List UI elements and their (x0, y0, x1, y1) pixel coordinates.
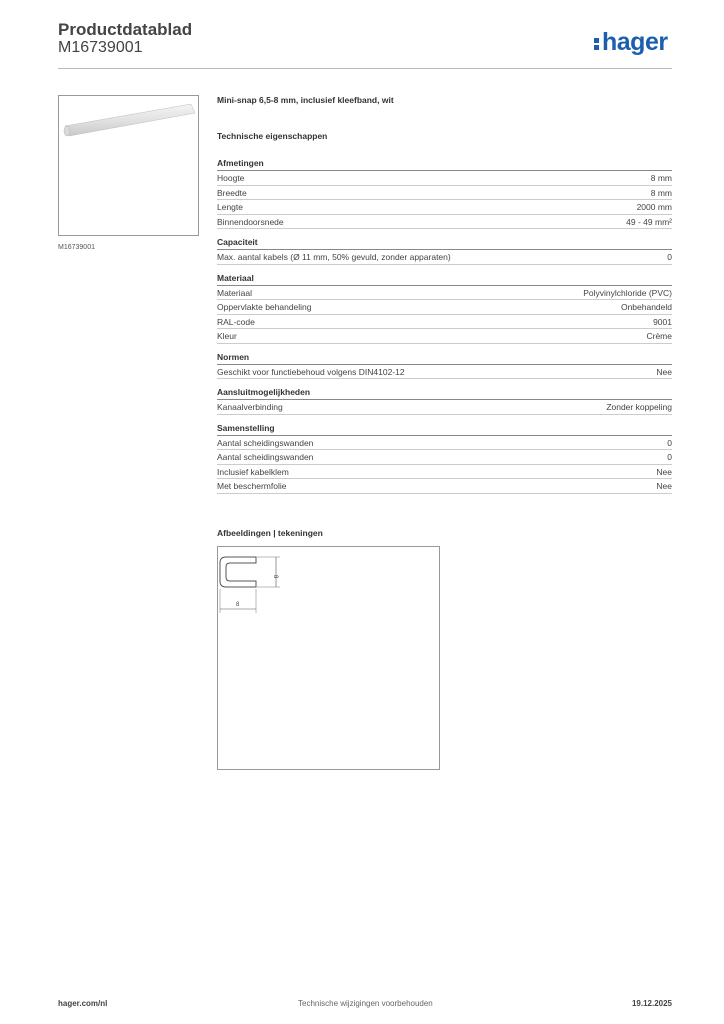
spec-value: 8 mm (650, 173, 672, 183)
spec-label: Aantal scheidingswanden (217, 437, 314, 448)
hager-logo (594, 28, 668, 57)
spec-value: Zonder koppeling (606, 402, 672, 412)
footer-date: 19.12.2025 (631, 999, 672, 1008)
spec-value: Crème (646, 331, 672, 341)
spec-label: Materiaal (217, 287, 252, 298)
spec-row (217, 465, 672, 480)
duct-profile-drawing (218, 547, 439, 769)
spec-row (217, 365, 672, 380)
spec-section (217, 352, 672, 380)
spec-row (217, 450, 672, 465)
spec-value: 9001 (653, 316, 672, 327)
section-title: Capaciteit (217, 237, 672, 250)
spec-label: Binnendoorsnede (217, 216, 284, 227)
header-divider (58, 68, 672, 69)
footer-disclaimer: Technische wijzigingen voorbehouden (298, 999, 433, 1008)
product-description: Mini-snap 6,5-8 mm, inclusief kleefband, wit (217, 95, 394, 105)
spec-value: Nee (656, 466, 672, 477)
spec-row (217, 250, 672, 265)
spec-section (217, 273, 672, 344)
drawings-heading: Afbeeldingen | tekeningen (217, 528, 323, 538)
spec-value: Polyvinylchloride (PVC) (583, 287, 672, 298)
spec-label: Geschikt voor functiebehoud volgens DIN4102-12 (217, 366, 405, 377)
spec-row (217, 200, 672, 215)
section-title: Samenstelling (217, 423, 672, 436)
logo-text: hager (602, 28, 668, 56)
spec-row (217, 400, 672, 415)
spec-row (217, 436, 672, 451)
width-dimension-label: 8 (236, 602, 240, 608)
product-image (58, 95, 199, 236)
spec-row (217, 300, 672, 315)
spec-value: 49 - 49 mm² (626, 216, 672, 227)
image-caption: M16739001 (58, 244, 95, 251)
product-code: M16739001 (58, 39, 143, 56)
spec-label: Breedte (217, 187, 247, 198)
spec-label: RAL-code (217, 316, 255, 327)
spec-label: Max. aantal kabels (Ø 11 mm, 50% gevuld, zonder apparaten) (217, 252, 451, 262)
footer-website-link[interactable]: hager.com/nl (58, 999, 108, 1008)
section-title: Normen (217, 352, 672, 365)
spec-row (217, 171, 672, 186)
spec-row (217, 215, 672, 230)
logo-dots-icon (594, 36, 600, 50)
spec-label: Met beschermfolie (217, 481, 287, 491)
spec-value: Nee (656, 366, 672, 377)
spec-section (217, 387, 672, 415)
spec-section (217, 423, 672, 494)
tech-heading: Technische eigenschappen (217, 131, 328, 141)
section-title: Afmetingen (217, 158, 672, 171)
spec-row (217, 329, 672, 344)
spec-label: Kleur (217, 331, 237, 341)
spec-value: 0 (667, 452, 672, 462)
spec-value: 8 mm (650, 187, 672, 198)
page-title: Productdatablad (58, 20, 193, 39)
spec-label: Aantal scheidingswanden (217, 452, 314, 462)
height-dimension-label: 8 (272, 575, 278, 579)
spec-label: Oppervlakte behandeling (217, 302, 312, 312)
spec-row (217, 315, 672, 330)
technical-drawing (217, 546, 440, 770)
spec-label: Kanaalverbinding (217, 402, 283, 412)
spec-row (217, 186, 672, 201)
spec-label: Lengte (217, 202, 243, 212)
spec-content (217, 95, 672, 502)
spec-label: Inclusief kabelklem (217, 466, 289, 477)
cable-duct-icon (59, 96, 198, 235)
spec-label: Hoogte (217, 173, 245, 183)
spec-sections (217, 158, 672, 494)
spec-row (217, 286, 672, 301)
section-title: Aansluitmogelijkheden (217, 387, 672, 400)
spec-value: 2000 mm (636, 202, 672, 212)
spec-section (217, 237, 672, 265)
spec-value: Nee (656, 481, 672, 491)
spec-row (217, 479, 672, 494)
spec-value: 0 (667, 252, 672, 262)
section-title: Materiaal (217, 273, 672, 286)
spec-section (217, 158, 672, 229)
spec-value: Onbehandeld (620, 302, 672, 312)
spec-value: 0 (667, 437, 672, 448)
